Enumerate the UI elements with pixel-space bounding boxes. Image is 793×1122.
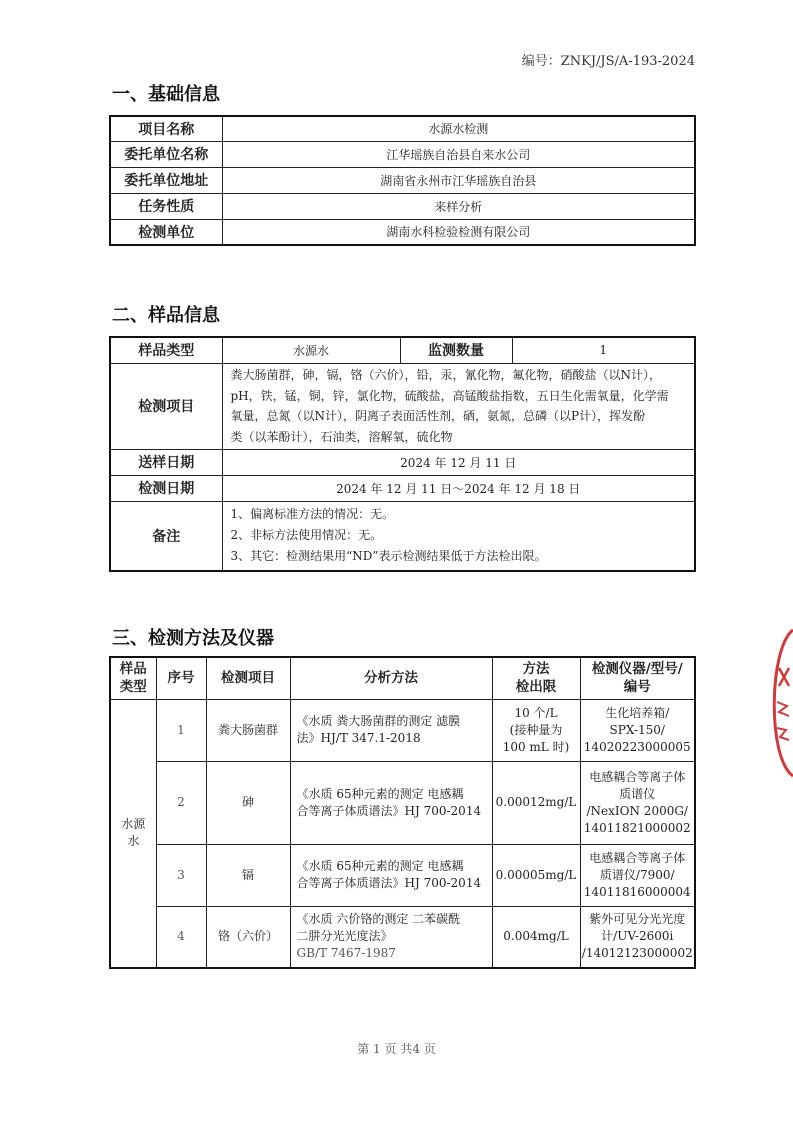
- sample-type-label: 样品类型: [110, 337, 222, 363]
- basic-label: 委托单位地址: [110, 167, 222, 193]
- basic-label: 委托单位名称: [110, 141, 222, 167]
- sample-info-table: [109, 336, 696, 572]
- table-row: [110, 699, 695, 761]
- row-item: 砷: [206, 761, 290, 844]
- header-sample-type: 样品 类型: [110, 657, 156, 699]
- test-items-label: 检测项目: [110, 363, 222, 449]
- remarks-list: [222, 501, 695, 571]
- page-footer: 第 1 页 共4 页: [357, 1042, 436, 1056]
- row-limit: 0.00005mg/L: [492, 844, 580, 906]
- table-row: [110, 116, 695, 141]
- header-limit: 方法 检出限: [492, 657, 580, 699]
- table-row: [110, 167, 695, 193]
- basic-value: 来样分析: [222, 193, 695, 219]
- table-row: [110, 449, 695, 475]
- basic-label: 任务性质: [110, 193, 222, 219]
- table-row: [110, 363, 695, 449]
- table-row: [110, 475, 695, 501]
- row-instrument: 紫外可见分光光度 计/UV-2600i /14012123000002: [580, 906, 695, 968]
- table-row: [110, 193, 695, 219]
- remark-line: 2、非标方法使用情况：无。: [230, 528, 383, 543]
- sample-type-cell: 水源 水: [110, 699, 156, 968]
- row-item: 铬（六价）: [206, 906, 290, 968]
- row-instrument: 电感耦合等离子体 质谱仪 /NexION 2000G/ 14011821000002: [580, 761, 695, 844]
- test-date-value: 2024 年 12 月 11 日～2024 年 12 月 18 日: [222, 475, 695, 501]
- table-row: [110, 501, 695, 571]
- remark-line: 1、偏离标准方法的情况：无。: [230, 507, 395, 522]
- row-limit: 0.004mg/L: [492, 906, 580, 968]
- table-row: [110, 337, 695, 363]
- test-items-line: 粪大肠菌群，砷，镉，铬（六价），铅，汞，氰化物，氟化物，硝酸盐（以N计），: [230, 368, 662, 382]
- header-method: 分析方法: [290, 657, 492, 699]
- row-limit: 0.00012mg/L: [492, 761, 580, 844]
- header-instrument: 检测仪器/型号/ 编号: [580, 657, 695, 699]
- header-seq: 序号: [156, 657, 206, 699]
- row-seq: 3: [156, 844, 206, 906]
- basic-label: 检测单位: [110, 219, 222, 245]
- row-instrument: 电感耦合等离子体 质谱仪/7900/ 14011816000004: [580, 844, 695, 906]
- table-row: [110, 761, 695, 844]
- row-item: 镉: [206, 844, 290, 906]
- basic-value: 江华瑶族自治县自来水公司: [222, 141, 695, 167]
- row-method: 《水质 粪大肠菌群的测定 滤膜 法》HJ/T 347.1-2018: [290, 699, 492, 761]
- basic-value: 水源水检测: [222, 116, 695, 141]
- row-method: 《水质 65种元素的测定 电感耦 合等离子体质谱法》HJ 700-2014: [290, 761, 492, 844]
- section-title-methods: 三、检测方法及仪器: [112, 628, 274, 649]
- send-date-value: 2024 年 12 月 11 日: [222, 449, 695, 475]
- table-row: [110, 219, 695, 245]
- monitor-qty-label: 监测数量: [400, 337, 512, 363]
- basic-value: 湖南水科检验检测有限公司: [222, 219, 695, 245]
- row-seq: 1: [156, 699, 206, 761]
- test-date-label: 检测日期: [110, 475, 222, 501]
- test-items-line: pH，铁，锰，铜，锌，氯化物，硫酸盐，高锰酸盐指数，五日生化需氧量，化学需: [230, 388, 669, 403]
- test-items-line: 类（以苯酚计），石油类，溶解氧，硫化物: [230, 429, 453, 444]
- basic-info-table: [109, 115, 696, 246]
- section-title-sample-info: 二、样品信息: [112, 305, 220, 326]
- methods-table: [109, 656, 696, 969]
- row-instrument: 生化培养箱/ SPX-150/ 14020223000005: [580, 699, 695, 761]
- table-row: [110, 906, 695, 968]
- remarks-label: 备注: [110, 501, 222, 571]
- basic-value: 湖南省永州市江华瑶族自治县: [222, 167, 695, 193]
- seal-stamp-icon: [763, 628, 793, 778]
- remark-line: 3、其它：检测结果用“ND”表示检测结果低于方法检出限。: [230, 549, 547, 564]
- row-item: 粪大肠菌群: [206, 699, 290, 761]
- row-seq: 4: [156, 906, 206, 968]
- send-date-label: 送样日期: [110, 449, 222, 475]
- header-item: 检测项目: [206, 657, 290, 699]
- methods-header-row: [110, 657, 695, 699]
- table-row: [110, 844, 695, 906]
- monitor-qty-value: 1: [512, 337, 695, 363]
- test-items-line: 氧量，总氮（以N计），阴离子表面活性剂，硒，氨氮，总磷（以P计），挥发酚: [230, 409, 646, 423]
- document-number: 编号：ZNKJ/JS/A-193-2024: [521, 54, 695, 69]
- section-title-basic-info: 一、基础信息: [112, 84, 220, 105]
- basic-label: 项目名称: [110, 116, 222, 141]
- row-limit: 10 个/L (接种量为 100 mL 时): [492, 699, 580, 761]
- table-row: [110, 141, 695, 167]
- row-seq: 2: [156, 761, 206, 844]
- sample-type-value: 水源水: [222, 337, 400, 363]
- test-items-list: [222, 363, 695, 449]
- row-method: 《水质 65种元素的测定 电感耦 合等离子体质谱法》HJ 700-2014: [290, 844, 492, 906]
- row-method: 《水质 六价铬的测定 二苯碳酰 二肼分光光度法》 GB/T 7467-1987: [290, 906, 492, 968]
